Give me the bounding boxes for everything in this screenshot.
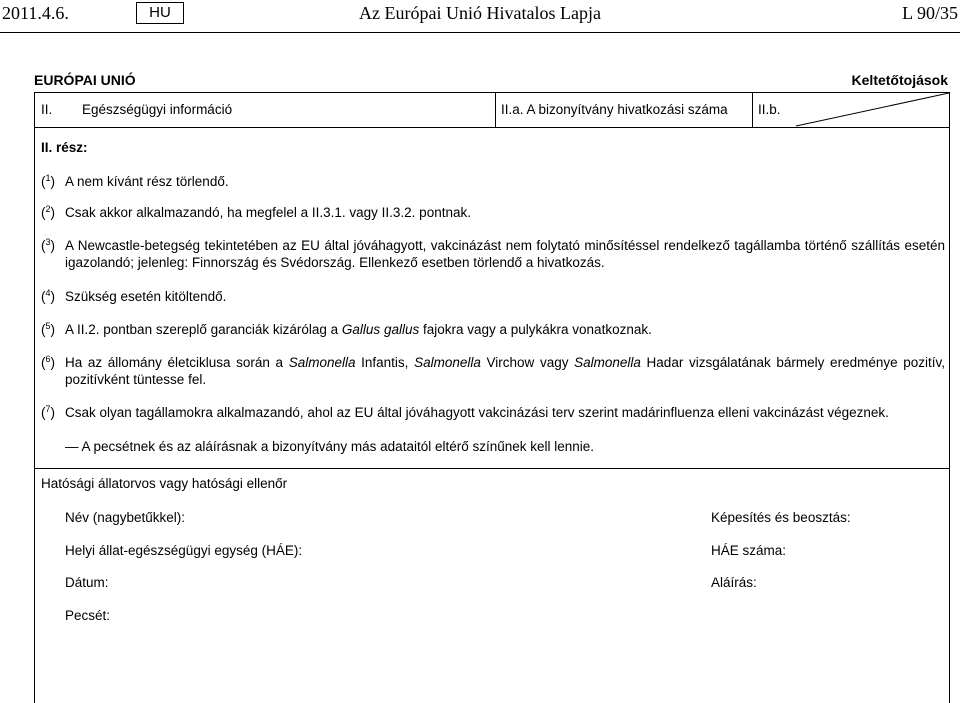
species-name: Salmonella xyxy=(574,355,641,370)
footnote-1 xyxy=(41,173,945,190)
column-divider xyxy=(752,93,753,127)
product-label: Keltetőtojások xyxy=(851,72,948,88)
footnote-marker: ($^5$) xyxy=(41,321,56,337)
footnote-text xyxy=(65,404,945,421)
footnote-marker: ($^4$) xyxy=(41,288,56,304)
footnote-3 xyxy=(41,237,945,271)
text-segment: A nem kívánt rész törlendő. xyxy=(65,174,229,189)
footnote-2 xyxy=(41,204,945,221)
certificate-form xyxy=(34,92,950,703)
footnote-number: 4 xyxy=(45,288,51,298)
crossed-out-cell xyxy=(796,93,949,127)
publication-date: 2011.4.6. xyxy=(2,3,69,23)
text-segment: Ha az állomány életciklusa során a xyxy=(65,355,289,370)
date-field-label: Dátum: xyxy=(65,575,109,590)
footnote-number: 7 xyxy=(45,404,51,414)
notes-heading: II. rész: xyxy=(41,140,88,155)
text-segment: Virchow vagy xyxy=(480,355,575,370)
text-segment: fajokra vagy a pulykákra vonatkoznak. xyxy=(419,322,652,337)
footnote-text xyxy=(65,354,945,388)
text-segment: Infantis, xyxy=(355,355,415,370)
local-unit-field-label: Helyi állat-egészségügyi egység (HÁE): xyxy=(65,543,303,558)
footnote-number: 5 xyxy=(45,321,51,331)
page-number: L 90/35 xyxy=(902,3,958,23)
section-number: II. xyxy=(41,102,53,117)
footnote-marker: ($^7$) xyxy=(41,404,56,420)
species-name: Salmonella xyxy=(288,355,356,370)
text-segment: Csak akkor alkalmazandó, ha megfelel a II.3.1. vagy II.3.2. pontnak. xyxy=(65,205,471,220)
reference-number-label: II.a. A bizonyítvány hivatkozási száma xyxy=(501,102,728,117)
reference-b-label: II.b. xyxy=(758,102,781,117)
form-top-line xyxy=(34,72,948,92)
footnote-number: 1 xyxy=(45,173,51,183)
text-segment: A Newcastle-betegség tekintetében az EU által jóváhagyott, vakcinázást nem folytató minősítéssel rendelkező tagállamba történő szállítás esetén igazolandó; jelenleg: Finnország és Svédország. Ellenkező esetben törlendő a hivatkozás. xyxy=(65,238,945,270)
stamp-field-label: Pecsét: xyxy=(65,608,111,623)
footnote-text xyxy=(65,173,945,190)
footnote-text xyxy=(65,237,945,271)
footnote-marker: ($^1$) xyxy=(41,173,56,189)
footnote-number: 6 xyxy=(45,354,51,364)
footnote-text xyxy=(65,204,945,221)
section-title: Egészségügyi információ xyxy=(82,102,233,117)
journal-title: Az Európai Unió Hivatalos Lapja xyxy=(359,3,601,23)
footnote-6 xyxy=(41,354,945,388)
stamp-colour-note: — A pecsétnek és az aláírásnak a bizonyítvány más adataitól eltérő színűnek kell lennie. xyxy=(65,439,595,454)
footnote-text xyxy=(65,321,945,338)
column-divider xyxy=(495,93,496,127)
official-title: Hatósági állatorvos vagy hatósági ellenőr xyxy=(41,476,288,491)
signature-field-label: Aláírás: xyxy=(711,575,757,590)
text-segment: Csak olyan tagállamokra alkalmazandó, ahol az EU által jóváhagyott vakcinázási terv szerint madárinfluenza elleni vakcinázást végeznek. xyxy=(65,405,889,420)
footnote-marker: ($^6$) xyxy=(41,354,56,370)
footnote-marker: ($^3$) xyxy=(41,237,56,253)
text-segment: Hadar vizsgálatának bármely eredménye pozitív, pozitívként tüntesse fel. xyxy=(65,355,946,387)
eu-label: EURÓPAI UNIÓ xyxy=(34,72,136,88)
header-rule xyxy=(0,32,960,33)
signature-section xyxy=(35,469,949,703)
footnote-number: 3 xyxy=(45,237,51,247)
footnote-marker: ($^2$) xyxy=(41,204,56,220)
footnote-4 xyxy=(41,288,945,305)
footnote-number: 2 xyxy=(45,204,51,214)
reference-row xyxy=(35,93,949,128)
footnote-5 xyxy=(41,321,945,338)
species-name: Gallus gallus xyxy=(341,322,420,337)
text-segment: A II.2. pontban szereplő garanciák kizárólag a xyxy=(65,322,342,337)
unit-number-field-label: HÁE száma: xyxy=(711,543,787,558)
language-badge: HU xyxy=(136,2,184,24)
notes-section xyxy=(35,128,949,469)
name-field-label: Név (nagybetűkkel): xyxy=(65,510,186,525)
qualification-field-label: Képesítés és beosztás: xyxy=(711,510,851,525)
page-header xyxy=(0,0,960,34)
footnote-7 xyxy=(41,404,945,421)
species-name: Salmonella xyxy=(414,355,481,370)
text-segment: Szükség esetén kitöltendő. xyxy=(65,289,227,304)
footnote-text xyxy=(65,288,945,305)
